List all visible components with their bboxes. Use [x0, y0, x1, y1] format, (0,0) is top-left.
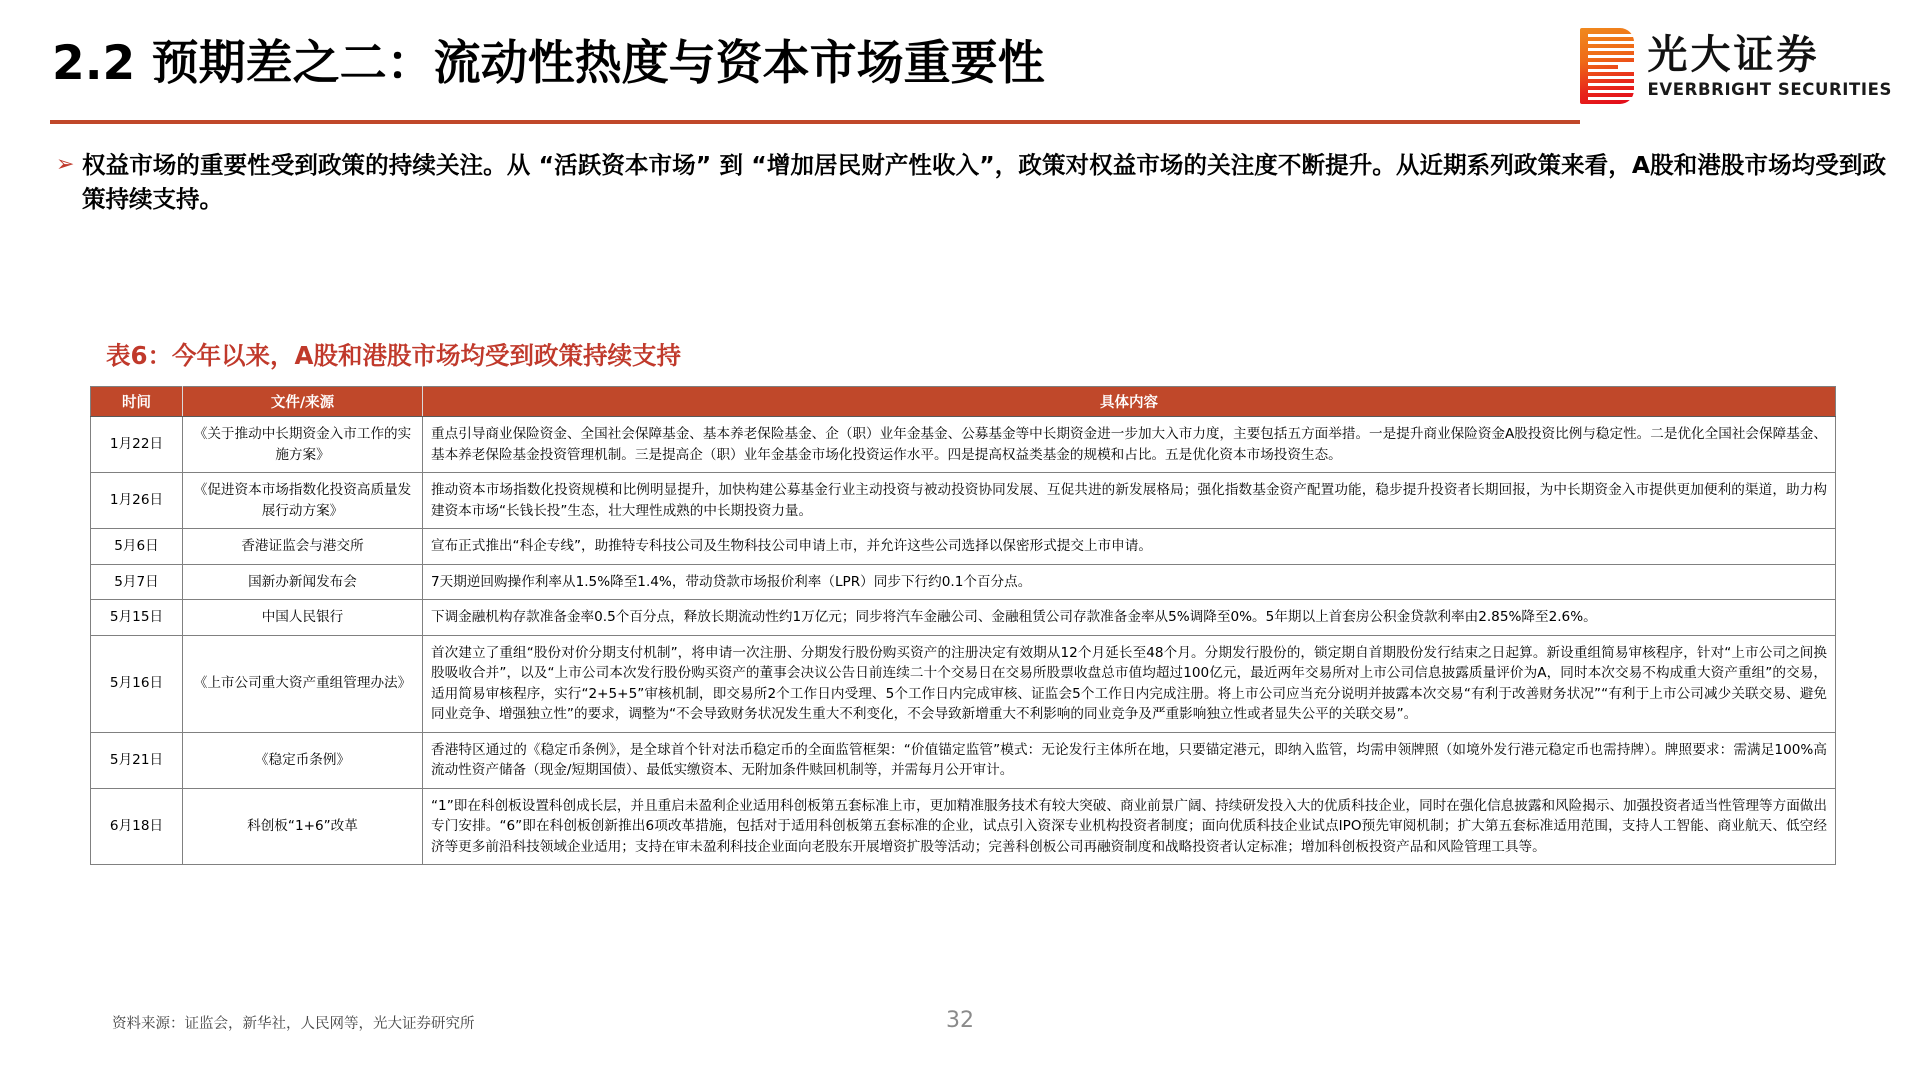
cell-date: 5月15日: [91, 600, 183, 636]
policy-table: [90, 386, 1836, 865]
key-point-block: [56, 148, 1886, 216]
table-row: [91, 417, 1836, 473]
cell-content: 下调金融机构存款准备金率0.5个百分点，释放长期流动性约1万亿元；同步将汽车金融公司、金融租赁公司存款准备金率从5%调降至0%。5年期以上首套房公积金贷款利率由2.85%降至2.6%。: [423, 600, 1836, 636]
policy-table-wrapper: [90, 386, 1835, 865]
table-row: [91, 635, 1836, 732]
company-logo: [1580, 28, 1892, 104]
page-title: 2.2 预期差之二：流动性热度与资本市场重要性: [52, 36, 1045, 91]
column-header-source: 文件/来源: [183, 387, 423, 417]
cell-date: 1月26日: [91, 473, 183, 529]
table-row: [91, 788, 1836, 865]
cell-source: 《促进资本市场指数化投资高质量发展行动方案》: [183, 473, 423, 529]
logo-text-en: EVERBRIGHT SECURITIES: [1647, 79, 1892, 99]
header-divider: [50, 120, 1580, 124]
cell-source: 中国人民银行: [183, 600, 423, 636]
cell-content: 7天期逆回购操作利率从1.5%降至1.4%，带动贷款市场报价利率（LPR）同步下行约0.1个百分点。: [423, 564, 1836, 600]
cell-source: 国新办新闻发布会: [183, 564, 423, 600]
cell-source: 《稳定币条例》: [183, 732, 423, 788]
cell-source: 《关于推动中长期资金入市工作的实施方案》: [183, 417, 423, 473]
arrow-bullet-icon: ➢: [56, 152, 75, 177]
page-number: 32: [946, 1008, 974, 1033]
cell-content: 首次建立了重组“股份对价分期支付机制”，将申请一次注册、分期发行股份购买资产的注册决定有效期从12个月延长至48个月。分期发行股份的，锁定期自首期股份发行结束之日起算。新设重组简易审核程序，针对“上市公司之间换股吸收合并”，以及“上市公司本次发行股份购买资产的董事会决议公告日前连续二十个交易日在交易所股票收盘总市值均超过100亿元，最近两年交易所对上市公司信息披露质量评价为A，同时本次交易不构成重大资产重组”的交易，适用简易审核程序，实行“2+5+5”审核机制，即交易所2个工作日内受理、5个工作日内完成审核、证监会5个工作日内完成注册。将上市公司应当充分说明并披露本次交易“有利于改善财务状况”“有利于上市公司减少关联交易、避免同业竞争、增强独立性”的要求，调整为“不会导致财务状况发生重大不利变化，不会导致新增重大不利影响的同业竞争及严重影响独立性或者显失公平的关联交易”。: [423, 635, 1836, 732]
cell-date: 5月21日: [91, 732, 183, 788]
column-header-date: 时间: [91, 387, 183, 417]
cell-source: 香港证监会与港交所: [183, 529, 423, 565]
table-row: [91, 564, 1836, 600]
cell-content: “1”即在科创板设置科创成长层，并且重启未盈利企业适用科创板第五套标准上市，更加精准服务技术有较大突破、商业前景广阔、持续研发投入大的优质科技企业，同时在强化信息披露和风险揭示、加强投资者适当性管理等方面做出专门安排。“6”即在科创板创新推出6项改革措施，包括对于适用科创板第五套标准的企业，试点引入资深专业机构投资者制度；面向优质科技企业试点IPO预先审阅机制；扩大第五套标准适用范围，支持人工智能、商业航天、低空经济等更多前沿科技领域企业适用；支持在审未盈利科技企业面向老股东开展增资扩股等活动；完善科创板公司再融资制度和战略投资者认定标准；增加科创板投资产品和风险管理工具等。: [423, 788, 1836, 865]
cell-source: 科创板“1+6”改革: [183, 788, 423, 865]
cell-date: 6月18日: [91, 788, 183, 865]
cell-content: 宣布正式推出“科企专线”，助推特专科技公司及生物科技公司申请上市，并允许这些公司选择以保密形式提交上市申请。: [423, 529, 1836, 565]
table-row: [91, 732, 1836, 788]
cell-date: 5月6日: [91, 529, 183, 565]
table-header: [91, 387, 1836, 417]
table-row: [91, 529, 1836, 565]
column-header-content: 具体内容: [423, 387, 1836, 417]
cell-source: 《上市公司重大资产重组管理办法》: [183, 635, 423, 732]
table-row: [91, 473, 1836, 529]
slide-header: [0, 0, 1920, 128]
everbright-b-mark-icon: [1580, 28, 1634, 104]
logo-text-cn: 光大证券: [1647, 31, 1820, 78]
cell-date: 5月7日: [91, 564, 183, 600]
cell-content: 香港特区通过的《稳定币条例》，是全球首个针对法币稳定币的全面监管框架：“价值锚定监管”模式：无论发行主体所在地，只要锚定港元，即纳入监管，均需申领牌照（如境外发行港元稳定币也需持牌）。牌照要求：需满足100%高流动性资产储备（现金/短期国债）、最低实缴资本、无附加条件赎回机制等，并需每月公开审计。: [423, 732, 1836, 788]
cell-content: 推动资本市场指数化投资规模和比例明显提升，加快构建公募基金行业主动投资与被动投资协同发展、互促共进的新发展格局；强化指数基金资产配置功能，稳步提升投资者长期回报，为中长期资金入市提供更加便利的渠道，助力构建资本市场“长钱长投”生态，壮大理性成熟的中长期投资力量。: [423, 473, 1836, 529]
table-row: [91, 600, 1836, 636]
key-point-text: 权益市场的重要性受到政策的持续关注。从 “活跃资本市场” 到 “增加居民财产性收入”，政策对权益市场的关注度不断提升。从近期系列政策来看，A股和港股市场均受到政策持续支持。: [82, 151, 1886, 213]
cell-content: 重点引导商业保险资金、全国社会保障基金、基本养老保险基金、企（职）业年金基金、公募基金等中长期资金进一步加大入市力度，主要包括五方面举措。一是提升商业保险资金A股投资比例与稳定性。二是优化全国社会保障基金、基本养老保险基金投资管理机制。三是提高企（职）业年金基金市场化投资运作水平。四是提高权益类基金的规模和占比。五是优化资本市场投资生态。: [423, 417, 1836, 473]
table-header-row: [91, 387, 1836, 417]
cell-date: 1月22日: [91, 417, 183, 473]
table-caption: 表6：今年以来，A股和港股市场均受到政策持续支持: [106, 341, 682, 370]
table-body: [91, 417, 1836, 865]
cell-date: 5月16日: [91, 635, 183, 732]
source-note: 资料来源：证监会，新华社，人民网等，光大证券研究所: [112, 1016, 475, 1032]
